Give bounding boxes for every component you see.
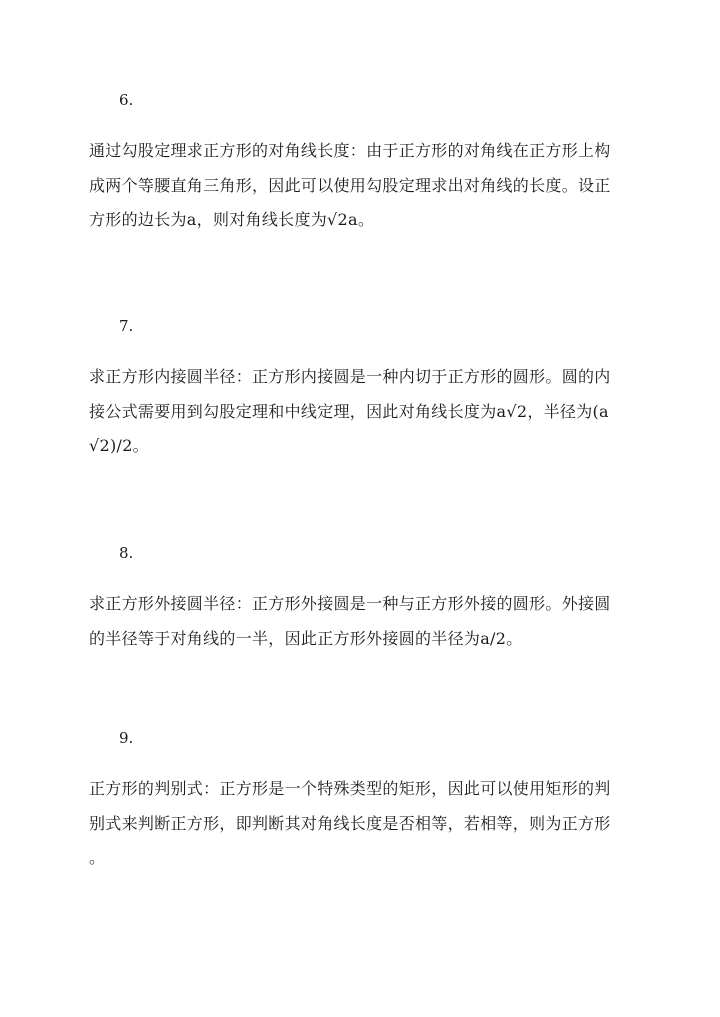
paragraph-line: 接公式需要用到勾股定理和中线定理，因此对角线长度为a√2，半径为(a bbox=[89, 401, 609, 421]
paragraph-line: 通过勾股定理求正方形的对角线长度：由于正方形的对角线在正方形上构 bbox=[89, 141, 611, 160]
section-number: 7. bbox=[119, 317, 134, 335]
section-number: 6. bbox=[119, 91, 134, 109]
section-paragraph bbox=[89, 587, 634, 656]
section-paragraph bbox=[89, 772, 634, 876]
paragraph-line: 求正方形内接圆半径：正方形内接圆是一种内切于正方形的圆形。圆的内 bbox=[89, 367, 611, 386]
paragraph-line: 的半径等于对角线的一半，因此正方形外接圆的半径为a/2。 bbox=[89, 628, 523, 648]
section-number: 9. bbox=[119, 729, 134, 747]
section-paragraph bbox=[89, 360, 634, 464]
paragraph-line: 正方形的判别式：正方形是一个特殊类型的矩形，因此可以使用矩形的判 bbox=[89, 779, 611, 798]
paragraph-line: 别式来判断正方形，即判断其对角线长度是否相等，若相等，则为正方形 bbox=[89, 813, 611, 833]
section-8 bbox=[89, 543, 634, 656]
paragraph-line: 成两个等腰直角三角形，因此可以使用勾股定理求出对角线的长度。设正 bbox=[89, 175, 611, 195]
paragraph-line: 方形的边长为a，则对角线长度为√2a。 bbox=[89, 210, 375, 229]
paragraph-line: 求正方形外接圆半径：正方形外接圆是一种与正方形外接的圆形。外接圆 bbox=[89, 594, 611, 613]
section-6 bbox=[89, 90, 634, 238]
paragraph-line: 。 bbox=[89, 848, 106, 867]
section-paragraph bbox=[89, 134, 634, 238]
section-number: 8. bbox=[119, 544, 134, 562]
section-9 bbox=[89, 728, 634, 876]
section-7 bbox=[89, 316, 634, 464]
paragraph-line: √2)/2。 bbox=[89, 436, 149, 455]
